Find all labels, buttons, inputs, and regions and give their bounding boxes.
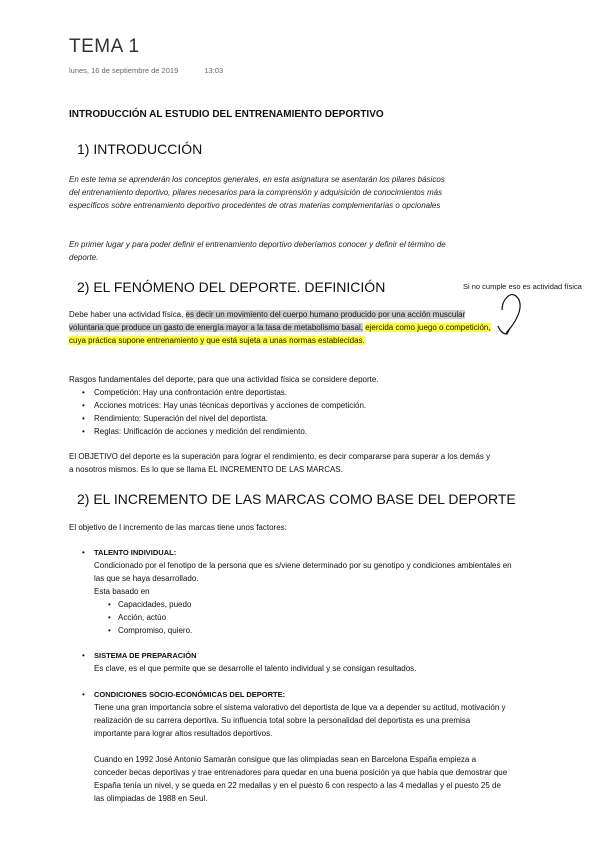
factor-title: SISTEMA DE PREPARACIÓN bbox=[94, 651, 197, 660]
factor-socioeconomicas-text-2: Cuando en 1992 José Antonio Samarán consigue que las olimpiadas sean en Barcelona España empieza a conceder becas deportivas y trae entrenadores para quedar en una buena posición ya que había que demostrar que España tenía un nivel, y se queda en 22 medallas y en el puesto 6 con respecto a las 4 medallas y el puesto 25 de las olimpiadas de 1988 en Seul. bbox=[94, 755, 508, 803]
page-title: TEMA 1 bbox=[69, 36, 140, 57]
factor-talento-text: Condicionado por el fenotipo de la persona que es s/viene determinado por su genotipo y condiciones ambientales en las que se haya desarrollado. bbox=[94, 561, 512, 583]
list-item: • Competición: Hay una confrontación entre deportistas. bbox=[82, 386, 512, 399]
factor-socioeconomicas bbox=[82, 688, 522, 701]
factors-intro: El objetivo de l incremento de las marcas tiene unos factores: bbox=[69, 523, 287, 532]
factor-item bbox=[82, 649, 522, 662]
list-item: • Compromiso, quiero. bbox=[108, 624, 408, 637]
rasgos-intro: Rasgos fundamentales del deporte, para que una actividad física se considere deporte. bbox=[69, 375, 379, 384]
factor-preparacion bbox=[82, 649, 522, 662]
page-time: 13:03 bbox=[204, 66, 224, 75]
definition-highlight-yellow: ejercida como juego o competición, cuya práctica supone entrenamiento y que está sujeta a unas normas establecidas. bbox=[69, 323, 491, 345]
factor-item bbox=[82, 546, 522, 559]
side-note: Si no cumple eso es actividad física bbox=[463, 282, 582, 291]
factor-preparacion-text: Es clave, es el que permite que se desarrolle el talento individual y se consigan resultados. bbox=[94, 664, 417, 673]
factor-title: CONDICIONES SOCIO-ECONÓMICAS DEL DEPORTE: bbox=[94, 690, 286, 699]
section-1-paragraph-1: En este tema se aprenderán los conceptos generales, en esta asignatura se asentarán los pilares básicos del entrenamiento deportivo, pilares necesarios para la comprensión y adquisición de conocimientos más específicos sobre entrenamiento deportivo procedentes de otras materias complementarias o opcionales bbox=[69, 175, 445, 210]
page-timestamp bbox=[69, 66, 247, 75]
sport-definition bbox=[69, 308, 497, 347]
talento-sublist bbox=[108, 598, 408, 637]
definition-plain: Debe haber una actividad física, bbox=[69, 310, 186, 319]
factor-talento-basado: Esta basado en bbox=[94, 587, 150, 596]
factor-socioeconomicas-text: Tiene una gran importancia sobre el sistema valorativo del deportista de lque va a depender su actitud, motivación y realización de su carrera deportiva. Su influencia total sobre la personalidad del deportista es una premisa importante para lograr altos resultados deportivos. bbox=[94, 703, 506, 738]
list-item: • Capacidades, puedo bbox=[108, 598, 408, 611]
annotation-arrow-icon bbox=[440, 288, 560, 348]
rasgos-list bbox=[82, 386, 512, 438]
objetivo-paragraph: El OBJETIVO del deporte es la superación para lograr el rendimiento, es decir compararse para superar a los demás y a nosotros mismos. Es lo que se llama EL INCREMENTO DE LAS MARCAS. bbox=[69, 452, 491, 474]
list-item: • Acción, actúo bbox=[108, 611, 408, 624]
section-2-heading: 2) EL FENÓMENO DEL DEPORTE. DEFINICIÓN bbox=[77, 279, 386, 295]
section-1-paragraph-2: En primer lugar y para poder definir el entrenamiento deportivo deberíamos conocer y definir el término de deporte. bbox=[69, 240, 446, 262]
list-item: • Rendimiento: Superación del nivel del deportista. bbox=[82, 412, 512, 425]
factor-title: TALENTO INDIVIDUAL: bbox=[94, 548, 177, 557]
section-3-heading: 2) EL INCREMENTO DE LAS MARCAS COMO BASE DEL DEPORTE bbox=[77, 491, 516, 507]
list-item: • Acciones motrices: Hay unas técnicas deportivas y acciones de competición. bbox=[82, 399, 512, 412]
section-1-heading: 1) INTRODUCCIÓN bbox=[77, 141, 203, 157]
factor-item bbox=[82, 688, 522, 701]
factor-talento bbox=[82, 546, 522, 559]
definition-highlight-gray: es decir un movimiento del cuerpo humano producido por una acción muscular voluntaria que produce un gasto de energía mayor a la tasa de metabolismo basal, bbox=[69, 310, 466, 332]
page-date: lunes, 16 de septiembre de 2019 bbox=[69, 66, 179, 75]
list-item: • Reglas: Unificación de acciones y medición del rendimiento. bbox=[82, 425, 512, 438]
main-heading: INTRODUCCIÓN AL ESTUDIO DEL ENTRENAMIENTO DEPORTIVO bbox=[69, 109, 384, 120]
